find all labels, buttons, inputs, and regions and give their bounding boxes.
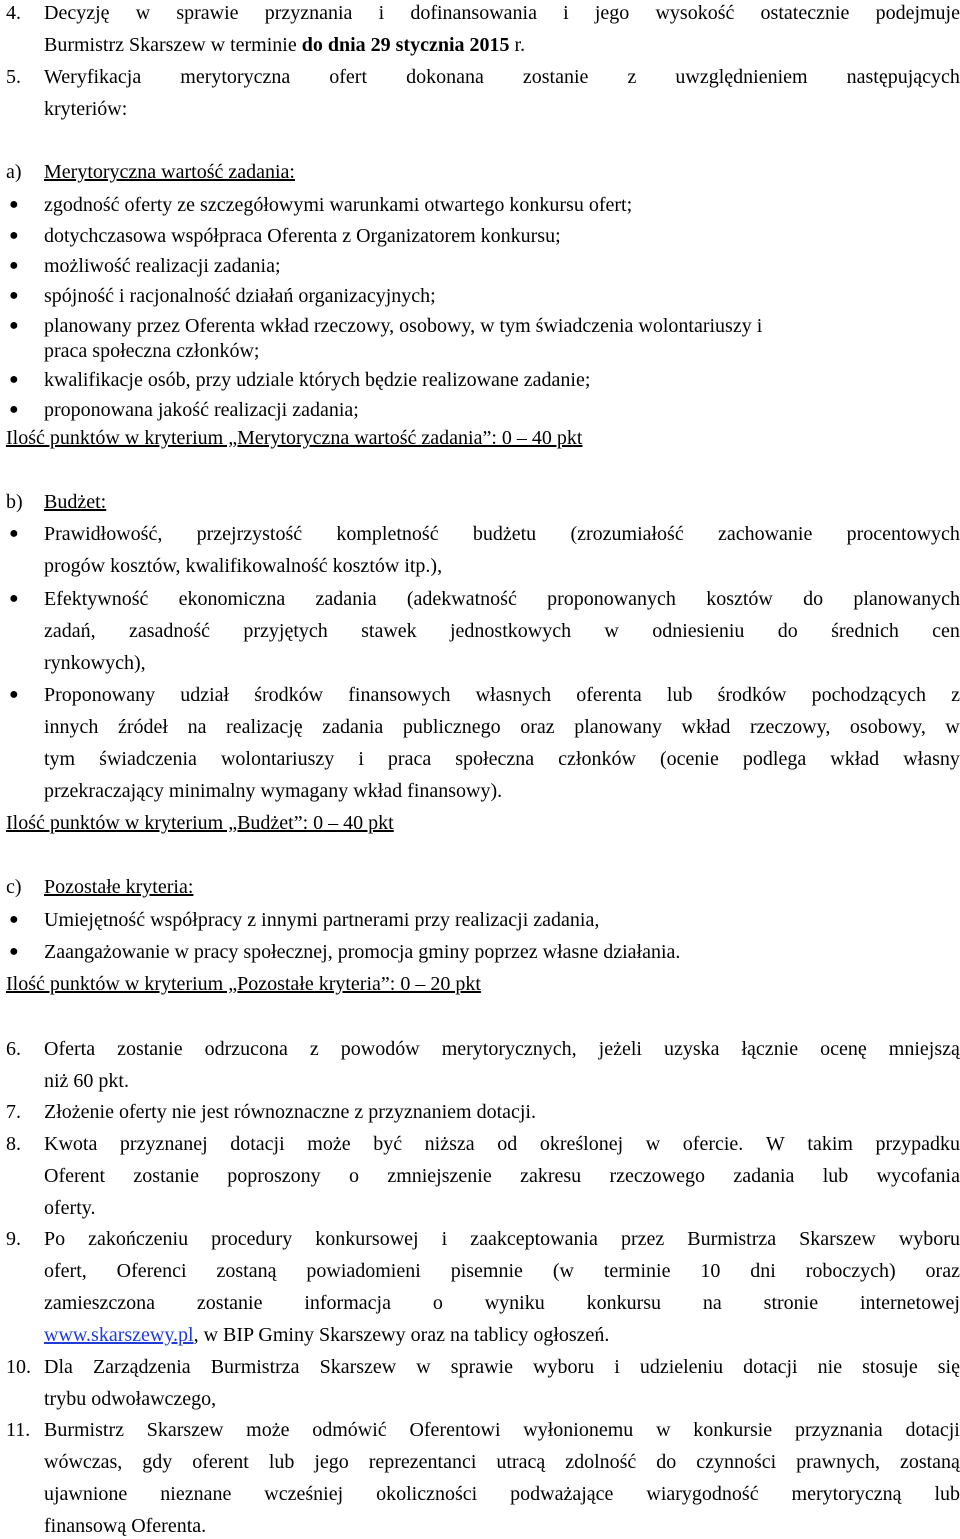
bullet-continuation-text: zadań, zasadność przyjętych stawek jednostkowych w odniesieniu do średnich cen [44,620,960,642]
item-4-text-2b: r. [514,34,526,56]
bullet-icon: ● [9,525,19,542]
bullet-continuation: przekraczający minimalny wymagany wkład finansowy). [44,780,503,802]
bullet-text: spójność i racjonalność działań organizacyjnych; [44,285,436,307]
section-a-label: a) [6,161,22,183]
item-6-line-2: niż 60 pkt. [44,1070,129,1092]
website-link[interactable]: www.skarszewy.pl [44,1324,194,1346]
section-c-label: c) [6,876,22,898]
item-10-line-1 [0,1354,960,1380]
bullet-icon: ● [9,227,19,244]
bullet-continuation-text: tym świadczenia wolontariuszy i praca społeczna członków (ocenie podlega wkład własny [44,748,960,770]
bullet-icon: ● [9,911,19,928]
bullet-continuation [0,714,960,740]
item-11-line-1 [0,1417,960,1443]
item-9-line-1 [0,1226,960,1252]
item-4-text-1: Decyzję w sprawie przyznania i dofinansowania i jego wysokość ostatecznie podejmuje [44,2,960,24]
item-9-number: 9. [6,1228,21,1250]
bullet-icon: ● [9,590,19,607]
item-9-text-3: zamieszczona zostanie informacja o wyniku konkursu na stronie internetowej [44,1292,960,1314]
item-5-line-1 [0,64,960,90]
bullet-continuation: progów kosztów, kwalifikowalność kosztów itp.), [44,555,443,577]
bullet-text: zgodność oferty ze szczegółowymi warunkami otwartego konkursu ofert; [44,194,633,216]
bullet-text: Efektywność ekonomiczna zadania (adekwatność proponowanych kosztów do planowanych [44,588,960,610]
bullet-continuation-text: innych źródeł na realizację zadania publicznego oraz planowany wkład rzeczowy, osobowy, w [44,716,960,738]
bullet-icon: ● [9,401,19,418]
item-10-line-2: trybu odwoławczego, [44,1388,217,1410]
item-8-number: 8. [6,1133,21,1155]
bullet-continuation [0,618,960,644]
bullet-continuation: praca społeczna członków; [44,340,260,362]
item-10-number: 10. [6,1356,31,1378]
bullet-icon: ● [9,686,19,703]
bullet-text: Prawidłowość, przejrzystość kompletność budżetu (zrozumiałość zachowanie procentowych [44,523,960,545]
bullet-item [0,586,960,612]
item-11-number: 11. [6,1419,31,1441]
item-8-text-1: Kwota przyznanej dotacji może być niższa od określonej w ofercie. W takim przypadku [44,1133,960,1155]
bullet-continuation [0,746,960,772]
bullet-text: kwalifikacje osób, przy udziale których będzie realizowane zadanie; [44,369,591,391]
bullet-icon: ● [9,371,19,388]
item-11-line-3 [0,1481,960,1507]
bullet-item [0,521,960,547]
section-a-points: Ilość punktów w kryterium „Merytoryczna wartość zadania”: 0 – 40 pkt [6,427,583,449]
item-7-text-1: Złożenie oferty nie jest równoznaczne z przyznaniem dotacji. [44,1101,536,1123]
item-11-text-1: Burmistrz Skarszew może odmówić Oferentowi wyłonionemu w konkursie przyznania dotacji [44,1419,960,1441]
item-9-line-4 [44,1322,944,1348]
item-11-line-2 [0,1449,960,1475]
bullet-continuation: rynkowych), [44,652,146,674]
item-4-deadline: do dnia 29 stycznia 2015 [301,34,510,56]
section-b-heading: Budżet: [44,491,107,513]
item-11-line-4: finansową Oferenta. [44,1515,207,1537]
bullet-icon: ● [9,943,19,960]
section-b-points: Ilość punktów w kryterium „Budżet”: 0 – 40 pkt [6,812,394,834]
item-9-line-3 [0,1290,960,1316]
item-7-number: 7. [6,1101,21,1123]
bullet-item [0,682,960,708]
item-5-text-1: Weryfikacja merytoryczna ofert dokonana zostanie z uwzględnieniem następujących [44,66,960,88]
section-c-points: Ilość punktów w kryterium „Pozostałe kryteria”: 0 – 20 pkt [6,973,481,995]
item-9-text-2: ofert, Oferenci zostaną powiadomieni pisemnie (w terminie 10 dni roboczych) oraz [44,1260,960,1282]
item-4-line-2 [44,32,944,58]
item-5-number: 5. [6,66,21,88]
bullet-text: dotychczasowa współpraca Oferenta z Organizatorem konkursu; [44,225,561,247]
item-9-line-2 [0,1258,960,1284]
section-c-heading: Pozostałe kryteria: [44,876,194,898]
item-4-line-1 [0,0,960,26]
item-8-line-1 [0,1131,960,1157]
item-11-text-2: wówczas, gdy oferent lub jego reprezentanci utracą zdolność do czynności prawnych, zostaną [44,1451,960,1473]
bullet-icon: ● [9,317,19,334]
item-6-number: 6. [6,1038,21,1060]
bullet-icon: ● [9,287,19,304]
section-b-label: b) [6,491,23,513]
item-8-text-2: Oferent zostanie poproszony o zmniejszenie zakresu rzeczowego zadania lub wycofania [44,1165,960,1187]
item-6-line-1 [0,1036,960,1062]
section-a-heading: Merytoryczna wartość zadania: [44,161,295,183]
bullet-icon: ● [9,257,19,274]
bullet-text: Umiejętność współpracy z innymi partnerami przy realizacji zadania, [44,909,600,931]
item-4-text-2a: Burmistrz Skarszew w terminie [44,34,297,56]
item-10-text-1: Dla Zarządzenia Burmistrza Skarszew w sprawie wyboru i udzieleniu dotacji nie stosuje się [44,1356,960,1378]
bullet-text: możliwość realizacji zadania; [44,255,281,277]
item-4-number: 4. [6,2,21,24]
item-9-text-1: Po zakończeniu procedury konkursowej i zaakceptowania przez Burmistrza Skarszew wyboru [44,1228,960,1250]
bullet-icon: ● [9,196,19,213]
bullet-text: Zaangażowanie w pracy społecznej, promocja gminy poprzez własne działania. [44,941,681,963]
item-8-line-2 [0,1163,960,1189]
item-11-text-3: ujawnione nieznane wcześniej okoliczności podważające wiarygodność merytoryczną lub [44,1483,960,1505]
bullet-text: Proponowany udział środków finansowych własnych oferenta lub środków pochodzących z [44,684,960,706]
item-6-text-1: Oferta zostanie odrzucona z powodów merytorycznych, jeżeli uzyska łącznie ocenę mniejszą [44,1038,960,1060]
item-8-line-3: oferty. [44,1197,96,1219]
item-5-line-2: kryteriów: [44,98,128,120]
item-9-text-4: , w BIP Gminy Skarszewy oraz na tablicy ogłoszeń. [193,1324,610,1346]
bullet-text: planowany przez Oferenta wkład rzeczowy, osobowy, w tym świadczenia wolontariuszy i [44,315,763,337]
bullet-text: proponowana jakość realizacji zadania; [44,399,359,421]
